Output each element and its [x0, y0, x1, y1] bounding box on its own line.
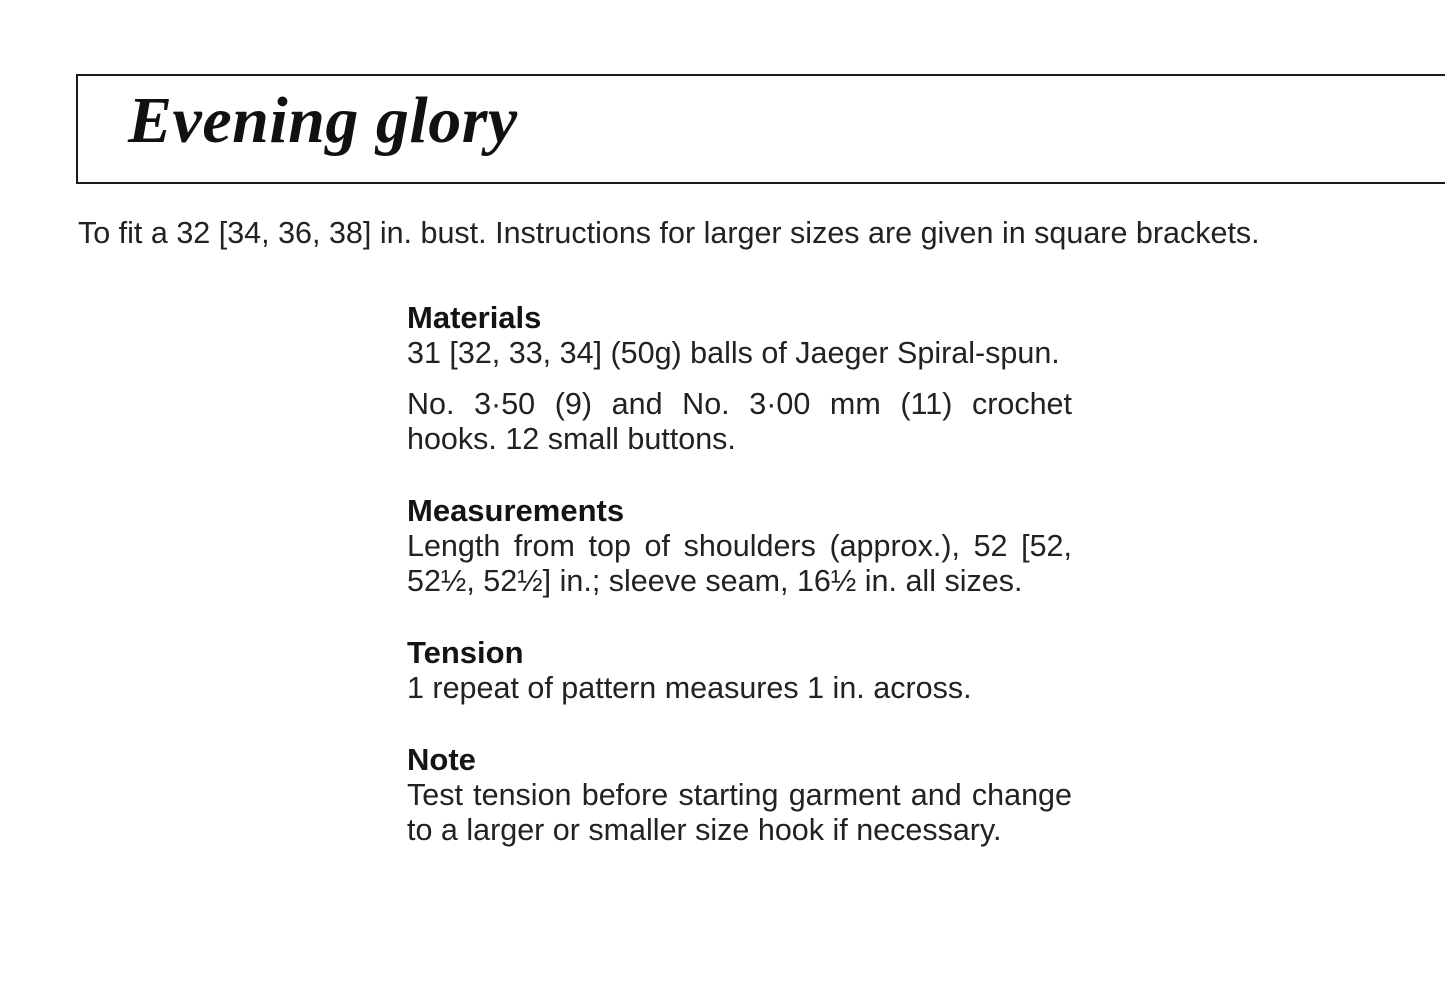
note-section [407, 742, 1072, 848]
materials-section [407, 300, 1072, 457]
materials-hooks-text: No. 3·50 (9) and No. 3·00 mm (11) crochet hooks. 12 small buttons. [407, 387, 1072, 456]
tension-text: 1 repeat of pattern measures 1 in. across. [407, 671, 972, 705]
measurements-section [407, 493, 1072, 599]
tension-heading: Tension [407, 635, 524, 670]
measurements-text: Length from top of shoulders (approx.), 52 [52, 52½, 52½] in.; sleeve seam, 16½ in. all sizes. [407, 529, 1072, 598]
materials-yarn-text: 31 [32, 33, 34] (50g) balls of Jaeger Spiral-spun. [407, 336, 1060, 370]
pattern-details-column [407, 300, 1072, 848]
page-title: Evening glory [128, 84, 518, 157]
note-text: Test tension before starting garment and change to a larger or smaller size hook if necessary. [407, 778, 1072, 847]
intro-text: To fit a 32 [34, 36, 38] in. bust. Instructions for larger sizes are given in square brackets. [78, 216, 1260, 250]
tension-section [407, 635, 1072, 706]
measurements-heading: Measurements [407, 493, 625, 528]
materials-heading: Materials [407, 300, 542, 335]
note-heading: Note [407, 742, 476, 777]
title-box [76, 74, 1445, 184]
